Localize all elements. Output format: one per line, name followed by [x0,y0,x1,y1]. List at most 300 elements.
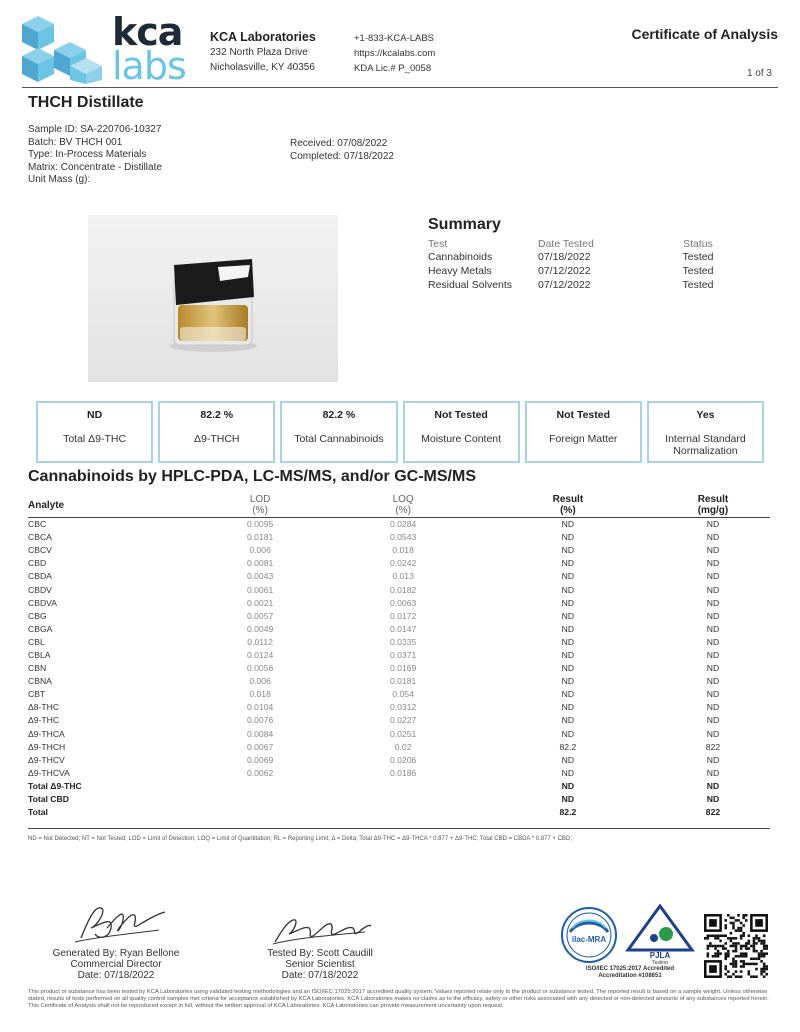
cell-spacer [306,806,358,819]
summary-date: 07/12/2022 [538,265,591,277]
cell-spacer [306,766,358,779]
table-row [28,544,770,557]
col-result2-unit: (mg/g) [697,505,729,516]
analyte-loq: 0.0284 [389,519,417,530]
analyte-loq: 0.0063 [389,597,417,608]
cell-spacer [449,570,511,583]
license: KDA Lic.# P_0058 [354,63,432,74]
summary-test: Cannabinoids [428,251,493,263]
total-name: Total Δ9-THC [28,780,82,791]
signer-date: Date: 07/18/2022 [281,970,359,981]
analyte-lod: 0.006 [249,676,271,687]
col-loq-label: LOQ [392,494,414,505]
cell-spacer [449,648,511,661]
company-contact [354,31,435,76]
cell-spacer [625,714,656,727]
summary-row [428,278,728,292]
summary-col-date: Date Tested [538,238,594,250]
ilac-seal-text: ilac-MRA [571,935,607,944]
cell-spacer [306,596,358,609]
cell-spacer [449,583,511,596]
analyte-result-pct: ND [561,702,575,713]
analyte-loq: 0.0371 [389,649,417,660]
analyte-lod: 0.0062 [246,767,274,778]
cell-spacer [625,544,656,557]
cell-spacer [306,609,358,622]
completed-date: Completed: 07/18/2022 [290,150,394,162]
analyte-name: Δ9-THCVA [28,767,70,778]
address-line-2: Nicholasville, KY 40356 [210,62,315,73]
batch: Batch: BV THCH 001 [28,136,123,148]
total-result-mgg: ND [706,794,720,805]
cell-spacer [306,727,358,740]
analyte-result-pct: ND [561,663,575,674]
table-row [28,701,770,714]
cell-spacer [449,766,511,779]
col-result-pct [511,494,625,518]
cell-spacer [449,544,511,557]
col-loq-unit: (%) [395,505,411,516]
cell-spacer [449,635,511,648]
sample-type: Type: In-Process Materials [28,149,147,160]
cell-spacer [306,675,358,688]
signer-name: Generated By: Ryan Bellone [52,948,180,959]
analyte-loq: 0.0169 [389,663,417,674]
result-box-internal-standard [647,401,764,463]
summary-date: 07/12/2022 [538,279,591,291]
analyte-lod: 0.0181 [246,532,274,543]
cell-spacer [625,740,656,753]
cell-spacer [449,688,511,701]
cell-spacer [625,635,656,648]
result-box-foreign-matter [525,401,642,463]
col-lod-unit: (%) [252,505,268,516]
analyte-name: CBL [28,636,45,647]
analyte-name: Δ8-THC [28,702,60,713]
logo-wordmark [112,10,186,88]
sample-title: THCH Distillate [28,94,144,111]
cell-spacer [306,792,358,805]
result-box-total-d9-thc [36,401,153,463]
analyte-loq: 0.0242 [389,558,417,569]
sample-info [28,124,162,187]
analyte-loq: 0.0206 [389,754,417,765]
summary-col-status: Status [683,238,713,250]
analyte-result-mgg: ND [706,532,720,543]
cell-spacer [449,792,511,805]
result-box-value: 82.2 % [200,409,234,421]
col-result-label: Result [552,494,584,505]
analyte-result-mgg: ND [706,689,720,700]
accreditation-caption [560,966,700,980]
total-name: Total CBD [28,794,69,805]
total-row [28,806,770,819]
result-box-value: 82.2 % [322,409,356,421]
signature-block-tested [240,908,400,981]
summary-col-test: Test [428,238,448,250]
col-analyte [28,494,215,518]
summary-row [428,250,728,264]
summary-section [428,216,768,292]
analyte-name: CBD [28,558,47,569]
summary-status: Tested [682,251,714,263]
summary-test: Residual Solvents [428,279,513,291]
total-name: Total [28,807,48,818]
analyte-result-pct: ND [561,649,575,660]
cell-spacer [449,596,511,609]
cell-spacer [449,531,511,544]
cannabinoids-header-row [28,494,770,518]
cell-spacer [306,544,358,557]
analyte-loq: 0.0543 [389,532,417,543]
analyte-name: Δ9-THCA [28,728,65,739]
result-box-moisture [403,401,520,463]
company-address [210,30,316,75]
cell-spacer [306,583,358,596]
pjla-testing-seal-icon [624,904,696,964]
cell-spacer [306,635,358,648]
cell-spacer [306,779,358,792]
ilac-mra-seal-icon [560,906,618,964]
analyte-loq: 0.0181 [389,676,417,687]
analyte-result-pct: ND [561,754,575,765]
cell-spacer [306,701,358,714]
table-row [28,688,770,701]
analyte-name: Δ9-THCV [28,754,65,765]
col-result-mgg [656,494,770,518]
table-row [28,766,770,779]
signer-date: Date: 07/18/2022 [77,970,155,981]
total-result-pct: ND [561,780,575,791]
analyte-lod: 0.0056 [246,663,274,674]
cell-spacer [625,622,656,635]
result-box-label: Internal Standard Normalization [665,433,746,457]
col-analyte-label: Analyte [28,499,65,511]
qr-code-icon[interactable] [704,914,768,978]
cell-spacer [306,531,358,544]
analyte-result-mgg: ND [706,636,720,647]
analyte-lod: 0.0049 [246,623,274,634]
analyte-lod: 0.0084 [246,728,274,739]
summary-status: Tested [682,265,714,277]
cell-spacer [625,753,656,766]
analyte-result-mgg: ND [706,597,720,608]
result-box-label: Moisture Content [421,433,502,445]
analyte-loq: 0.0172 [389,610,417,621]
col-lod-label: LOD [249,494,271,505]
cell-spacer [625,596,656,609]
cell-spacer [449,701,511,714]
analyte-name: Δ9-THC [28,715,60,726]
analyte-result-pct: ND [561,636,575,647]
analyte-lod: 0.0081 [246,558,274,569]
analyte-name: CBCA [28,532,52,543]
table-row [28,570,770,583]
sample-id: Sample ID: SA-220706-10327 [28,124,162,135]
analyte-lod: 0.0112 [247,636,273,647]
cell-spacer [306,753,358,766]
col-spacer [625,494,656,518]
analyte-result-pct: ND [561,610,575,621]
cannabinoids-body [28,518,770,819]
table-row [28,675,770,688]
table-row [28,557,770,570]
table-row [28,518,770,531]
cell-spacer [625,583,656,596]
result-box-label: Total Δ9-THC [63,433,127,445]
result-box-value: Not Tested [434,409,488,421]
cell-spacer [306,740,358,753]
analyte-result-mgg: ND [706,754,720,765]
col-spacer [306,494,358,518]
analyte-result-pct: ND [561,767,575,778]
cannabinoids-table [28,494,770,819]
logo-text-kca: kca [112,10,183,54]
signature-ryan-bellone-icon [61,898,171,948]
analyte-result-mgg: ND [706,610,720,621]
analyte-loq: 0.0186 [389,767,417,778]
cell-spacer [306,714,358,727]
cell-spacer [449,675,511,688]
analyte-name: CBG [28,610,47,621]
analyte-lod: 0.0067 [246,741,274,752]
analyte-result-pct: ND [561,571,575,582]
analyte-result-mgg: ND [706,558,720,569]
cell-spacer [215,792,306,805]
cell-spacer [625,701,656,714]
analyte-result-mgg: ND [706,663,720,674]
analyte-lod: 0.018 [249,689,271,700]
analyte-result-pct: ND [561,545,575,556]
cannabinoids-title: Cannabinoids by HPLC-PDA, LC-MS/MS, and/or GC-MS/MS [28,468,476,485]
cell-spacer [306,518,358,531]
col-spacer [449,494,511,518]
analyte-name: CBGA [28,623,53,634]
summary-status: Tested [682,279,714,291]
analyte-lod: 0.0043 [246,571,274,582]
analyte-result-pct: ND [561,689,575,700]
cell-spacer [449,557,511,570]
analyte-result-mgg: ND [706,767,720,778]
document-title: Certificate of Analysis [631,26,778,42]
matrix: Matrix: Concentrate - Distillate [28,161,162,173]
cell-spacer [449,662,511,675]
analyte-loq: 0.054 [392,689,414,700]
table-row [28,635,770,648]
total-result-mgg: 822 [705,807,721,818]
analyte-name: CBDA [28,571,52,582]
cell-spacer [449,779,511,792]
cell-spacer [625,727,656,740]
cell-spacer [625,792,656,805]
result-box-value: Yes [696,409,715,421]
signer-title: Commercial Director [70,959,162,970]
accreditation-standard: ISO/IEC 17025:2017 Accredited [585,966,675,972]
analyte-lod: 0.0069 [246,754,274,765]
received-date: Received: 07/08/2022 [290,138,388,149]
result-box-label: Foreign Matter [549,433,618,445]
analyte-result-pct: ND [561,519,575,530]
cell-spacer [215,806,306,819]
total-result-mgg: ND [706,780,720,791]
address-line-1: 232 North Plaza Drive [210,47,308,58]
phone: +1-833-KCA-LABS [354,33,434,44]
cell-spacer [625,609,656,622]
analyte-result-mgg: ND [706,623,720,634]
analyte-result-pct: ND [561,597,575,608]
pjla-seal-text: PJLA [649,951,671,960]
cell-spacer [306,688,358,701]
cell-spacer [625,570,656,583]
result-box-value: ND [87,409,103,421]
accreditation-section [560,900,790,990]
total-row [28,779,770,792]
cell-spacer [306,662,358,675]
analyte-name: CBT [28,689,46,700]
table-bottom-divider [28,828,770,829]
analyte-result-pct: ND [561,715,575,726]
analyte-lod: 0.0021 [246,597,274,608]
analyte-name: CBN [28,663,47,674]
analyte-lod: 0.0095 [246,519,274,530]
analyte-result-mgg: 822 [705,741,721,752]
analyte-result-mgg: ND [706,519,720,530]
table-row [28,622,770,635]
analyte-loq: 0.0147 [389,623,417,634]
result-box-label: Total Cannabinoids [294,433,384,445]
analyte-lod: 0.0124 [246,649,274,660]
summary-row [428,264,728,278]
analyte-result-mgg: ND [706,649,720,660]
summary-date: 07/18/2022 [538,251,591,263]
col-result-unit: (%) [560,505,576,516]
result-box-label: Δ9-THCH [194,433,240,445]
cell-spacer [625,806,656,819]
logo-text-labs: labs [112,44,186,88]
analyte-result-mgg: ND [706,702,720,713]
analyte-result-mgg: ND [706,584,720,595]
signer-name: Tested By: Scott Caudill [267,948,373,959]
table-row [28,753,770,766]
analyte-lod: 0.006 [249,545,271,556]
table-row [28,662,770,675]
analyte-lod: 0.0104 [246,702,274,713]
cell-spacer [625,766,656,779]
analyte-lod: 0.0061 [246,584,274,595]
cell-spacer [215,779,306,792]
cell-spacer [358,779,449,792]
pjla-seal-subtext: Testing [652,960,668,964]
analyte-loq: 0.0312 [389,702,417,713]
unit-mass: Unit Mass (g): [28,174,91,185]
analyte-result-mgg: ND [706,676,720,687]
col-result2-label: Result [697,494,729,505]
result-box-d9-thch [158,401,275,463]
analyte-loq: 0.018 [392,545,414,556]
analyte-lod: 0.0057 [246,610,274,621]
signature-block-generated [36,898,196,981]
cell-spacer [306,557,358,570]
analyte-result-pct: ND [561,558,575,569]
cell-spacer [625,779,656,792]
analyte-name: CBLA [28,649,51,660]
cell-spacer [625,531,656,544]
analyte-name: CBDV [28,584,52,595]
table-row [28,531,770,544]
cell-spacer [625,675,656,688]
cell-spacer [358,792,449,805]
sample-jar-image [88,215,338,382]
sample-dates [290,138,394,163]
col-lod [215,494,306,518]
disclaimer-footnote: This product or substance has been tested by KCA Laboratories using validated testing methodologies and an ISO/IEC 17025:2017 accredited quality system. Values reported relate only to the product or substance tested. The reported result is based on a sample weight. Unless otherwise stated, results of tests performed on all quality control samples met criteria for acceptance established by KCA Laboratories. KCA Laboratories makes no claims as to the efficacy, safety or other risks associated with any detected or non-detected amounts of any substances reported herein. This Certificate of Analysis shall not be reproduced except in full, without the written approval of KCA Laboratories. KCA Laboratories can provide measurement uncertainty upon request. [28,989,769,1010]
analyte-name: CBC [28,519,47,530]
total-result-pct: 82.2 [559,807,577,818]
signature-scott-caudill-icon [265,908,375,948]
analyte-loq: 0.0227 [389,715,417,726]
analyte-loq: 0.0182 [389,584,417,595]
analyte-name: Δ9-THCH [28,741,66,752]
summary-table [428,238,728,292]
accreditation-number: Accreditation #108651 [598,973,662,979]
cell-spacer [306,622,358,635]
cell-spacer [306,648,358,661]
company-name: KCA Laboratories [210,30,316,44]
table-row [28,648,770,661]
abbreviation-legend: ND = Not Detected; NT = Not Tested; LOD = Limit of Detection; LOQ = Limit of Quantitation; RL = Reporting Limit; Δ = Delta; Total Δ9-THC = Δ9-THCA * 0.877 + Δ9-THC; Total CBD = CBDA * 0.877 + CBD; [28,836,572,842]
table-row [28,583,770,596]
analyte-name: CBNA [28,676,52,687]
cell-spacer [449,518,511,531]
cell-spacer [625,557,656,570]
analyte-loq: 0.013 [392,571,414,582]
summary-test: Heavy Metals [428,265,492,277]
signer-title: Senior Scientist [285,959,355,970]
analyte-result-mgg: ND [706,545,720,556]
summary-header-row [428,238,728,250]
result-box-total-cannabinoids [280,401,397,463]
cell-spacer [449,740,511,753]
analyte-result-pct: 82.2 [559,741,577,752]
header-divider [22,87,778,88]
analyte-result-pct: ND [561,728,575,739]
analyte-result-mgg: ND [706,571,720,582]
result-box-value: Not Tested [556,409,611,421]
analyte-result-pct: ND [561,532,575,543]
analyte-result-pct: ND [561,676,575,687]
table-row [28,714,770,727]
cell-spacer [625,518,656,531]
cell-spacer [449,806,511,819]
summary-title: Summary [428,216,501,233]
analyte-lod: 0.0076 [246,715,274,726]
cell-spacer [358,806,449,819]
table-row [28,596,770,609]
analyte-result-mgg: ND [706,715,720,726]
result-boxes [36,401,764,463]
cell-spacer [449,753,511,766]
cell-spacer [306,570,358,583]
website: https://kcalabs.com [354,48,436,59]
cell-spacer [625,648,656,661]
total-row [28,792,770,805]
analyte-name: CBCV [28,545,52,556]
page-number: 1 of 3 [746,68,772,79]
table-row [28,727,770,740]
cell-spacer [625,688,656,701]
cubes-logo-icon [16,14,108,84]
cell-spacer [625,662,656,675]
